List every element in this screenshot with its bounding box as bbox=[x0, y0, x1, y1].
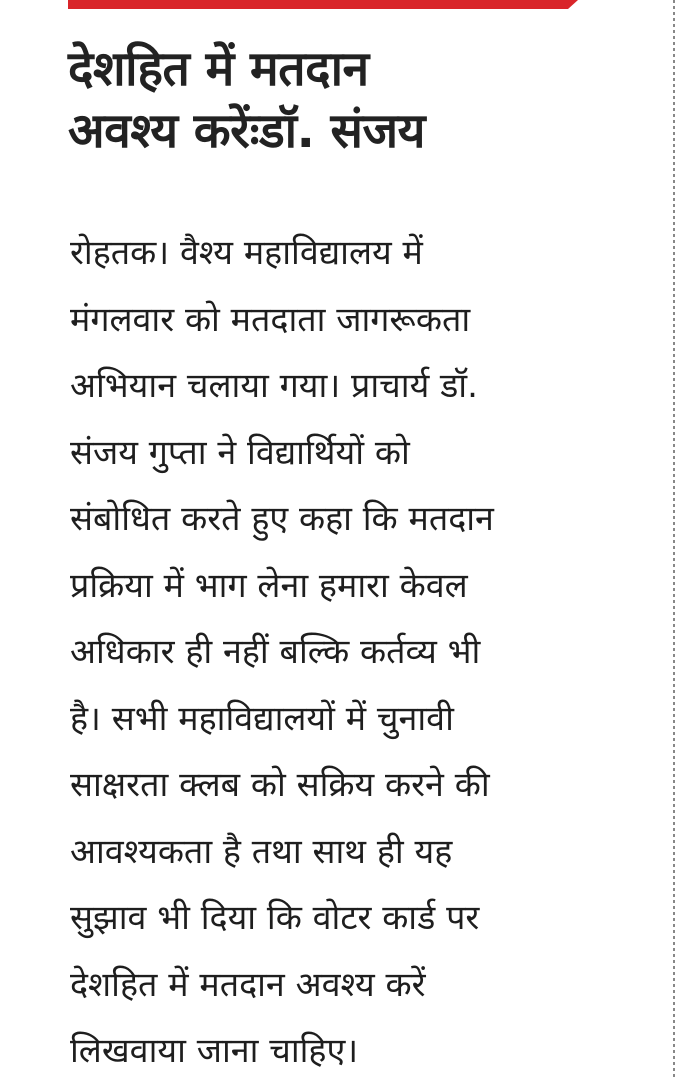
body-line: प्रक्रिया में भाग लेना हमारा केवल bbox=[70, 565, 468, 606]
headline-line: अवश्य करेंःडॉ. संजय bbox=[68, 103, 425, 159]
body-line: लिखवाया जाना चाहिए। bbox=[70, 1031, 359, 1071]
body-line: संबोधित करते हुए कहा कि मतदान bbox=[70, 499, 494, 539]
body-line: सुझाव भी दिया कि वोटर कार्ड पर bbox=[70, 898, 480, 938]
article-body bbox=[70, 220, 660, 1085]
body-line: आवश्यकता है तथा साथ ही यह bbox=[70, 831, 453, 872]
body-line: संजय गुप्ता ने विद्यार्थियों को bbox=[70, 432, 410, 473]
body-line: अधिकार ही नहीं बल्कि कर्तव्य भी bbox=[70, 632, 481, 672]
body-line: है। सभी महाविद्यालयों में चुनावी bbox=[70, 698, 454, 739]
body-line: मंगलवार को मतदाता जागरूकता bbox=[70, 299, 471, 340]
clipping-edge bbox=[670, 0, 676, 1080]
body-line: अभियान चलाया गया। प्राचार्य डॉ. bbox=[70, 366, 478, 406]
article-headline bbox=[68, 38, 648, 162]
body-line: साक्षरता क्लब को सक्रिय करने की bbox=[70, 765, 490, 805]
body-line: रोहतक। वैश्य महाविद्यालय में bbox=[70, 233, 423, 273]
headline-line: देशहित में मतदान bbox=[68, 41, 369, 97]
section-accent-bar bbox=[68, 0, 568, 9]
body-line: देशहित में मतदान अवश्य करें bbox=[70, 964, 426, 1005]
